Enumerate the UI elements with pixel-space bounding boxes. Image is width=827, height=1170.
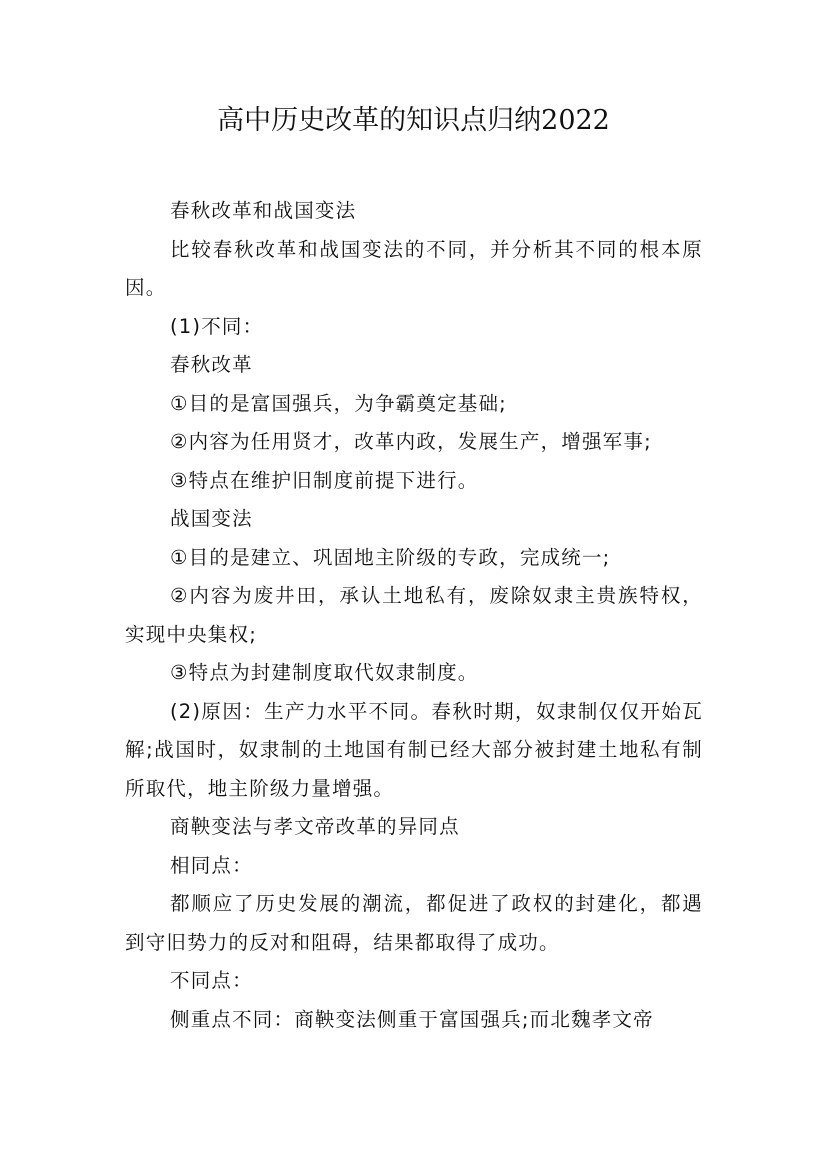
paragraph: ③特点在维护旧制度前提下进行。 <box>170 468 479 492</box>
paragraph: 商鞅变法与孝文帝改革的异同点 <box>170 815 460 838</box>
paragraph: 春秋改革 <box>170 353 253 376</box>
document-body <box>125 192 703 1039</box>
paragraph: 比较春秋改革和战国变法的不同，并分析其不同的根本原因。 <box>125 237 703 299</box>
paragraph: ②内容为任用贤才，改革内政，发展生产，增强军事; <box>170 430 652 453</box>
paragraph: ①目的是富国强兵，为争霸奠定基础; <box>170 391 507 415</box>
paragraph: ③特点为封建制度取代奴隶制度。 <box>170 661 479 684</box>
paragraph: ②内容为废井田，承认土地私有，废除奴隶主贵族特权，实现中央集权; <box>125 584 703 646</box>
paragraph: 战国变法 <box>170 507 253 530</box>
paragraph: (2)原因：生产力水平不同。春秋时期，奴隶制仅仅开始瓦解;战国时，奴隶制的土地国有制已经大部分被封建土地私有制所取代，地主阶级力量增强。 <box>125 699 703 800</box>
document-title: 高中历史改革的知识点归纳2022 <box>217 105 610 136</box>
paragraph: (1)不同： <box>170 314 264 338</box>
paragraph: ①目的是建立、巩固地主阶级的专政，完成统一; <box>170 545 611 569</box>
paragraph: 春秋改革和战国变法 <box>170 199 357 222</box>
paragraph: 侧重点不同：商鞅变法侧重于富国强兵;而北魏孝文帝 <box>170 1007 654 1031</box>
paragraph: 不同点： <box>170 969 253 992</box>
paragraph: 都顺应了历史发展的潮流，都促进了政权的封建化，都遇到守旧势力的反对和阻碍，结果都取得了成功。 <box>125 892 703 954</box>
paragraph: 相同点： <box>170 853 253 877</box>
